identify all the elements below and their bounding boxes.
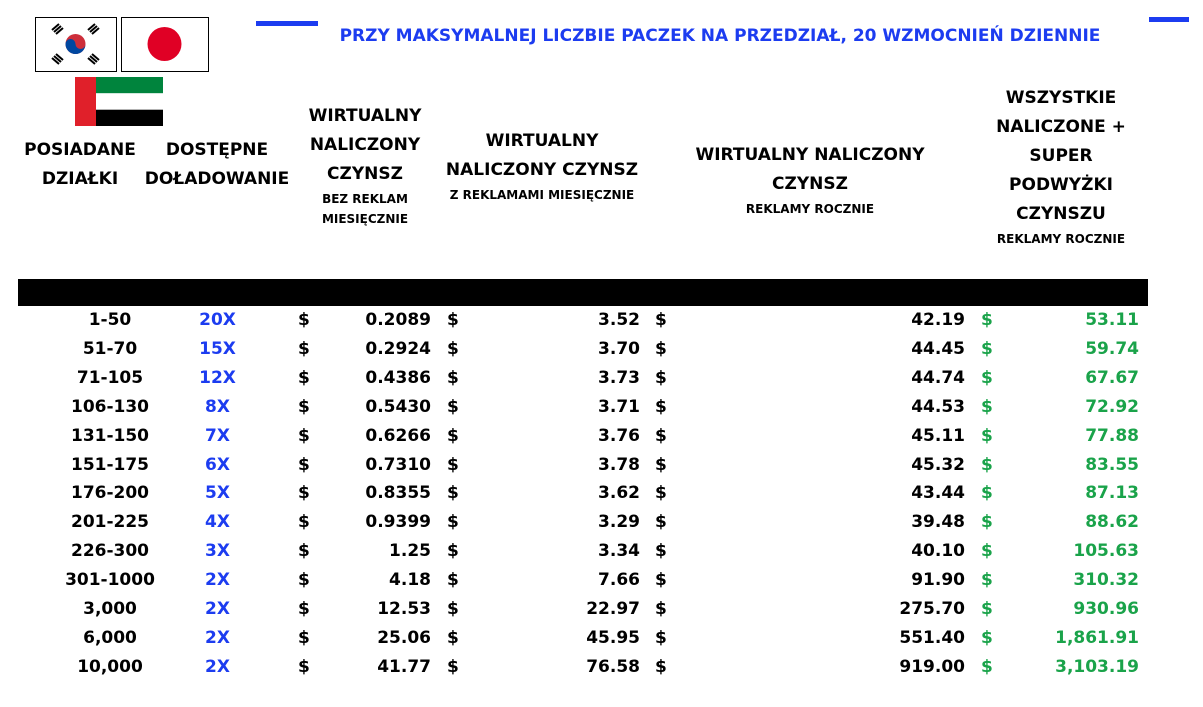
row-value-yearly-ads: 44.74 xyxy=(911,367,965,388)
row-currency-4: $ xyxy=(981,627,993,648)
row-currency-3: $ xyxy=(655,425,667,446)
table-row xyxy=(0,451,1203,480)
row-currency-2: $ xyxy=(447,396,459,417)
row-value-yearly-ads: 42.19 xyxy=(911,310,965,330)
row-value-monthly-ads: 3.71 xyxy=(598,396,640,417)
row-currency-3: $ xyxy=(655,627,667,648)
row-currency-3: $ xyxy=(655,599,667,619)
row-currency-3: $ xyxy=(655,483,667,504)
row-value-yearly-ads: 45.32 xyxy=(911,454,965,475)
row-boost: 7X xyxy=(205,425,230,446)
row-currency-3: $ xyxy=(655,512,667,533)
row-value-total-yearly: 53.11 xyxy=(1085,310,1139,330)
row-currency-4: $ xyxy=(981,338,993,359)
row-currency-3: $ xyxy=(655,338,667,359)
row-currency-2: $ xyxy=(447,454,459,475)
row-plots: 71-105 xyxy=(76,367,144,388)
row-currency-3: $ xyxy=(655,541,667,562)
uae-flag-icon xyxy=(75,77,163,126)
header-col6-sub: REKLAMY ROCZNIE xyxy=(996,232,1126,246)
row-boost: 4X xyxy=(205,512,230,533)
row-boost: 15X xyxy=(199,338,236,359)
row-plots: 10,000 xyxy=(77,656,143,677)
row-currency-1: $ xyxy=(298,656,310,677)
row-currency-2: $ xyxy=(447,483,459,504)
row-plots: 131-150 xyxy=(70,425,150,446)
row-currency-1: $ xyxy=(298,425,310,446)
row-plots: 151-175 xyxy=(70,454,150,475)
row-value-monthly-no-ads: 0.8355 xyxy=(365,483,431,504)
row-plots: 1-50 xyxy=(88,310,132,330)
table-row xyxy=(0,566,1203,595)
row-plots: 176-200 xyxy=(70,483,150,504)
row-currency-1: $ xyxy=(298,512,310,533)
row-value-monthly-no-ads: 0.2924 xyxy=(365,338,431,359)
table-row xyxy=(0,306,1203,335)
row-value-yearly-ads: 40.10 xyxy=(911,541,965,562)
row-currency-2: $ xyxy=(447,338,459,359)
table-row xyxy=(0,422,1203,451)
row-boost: 5X xyxy=(205,483,230,504)
row-plots: 106-130 xyxy=(70,396,150,417)
row-currency-1: $ xyxy=(298,570,310,591)
row-value-monthly-ads: 45.95 xyxy=(586,627,640,648)
row-currency-2: $ xyxy=(447,425,459,446)
row-value-yearly-ads: 91.90 xyxy=(911,570,965,591)
row-plots: 6,000 xyxy=(83,627,137,648)
row-plots: 301-1000 xyxy=(65,570,155,591)
row-value-yearly-ads: 919.00 xyxy=(899,656,965,677)
row-plots: 3,000 xyxy=(83,599,137,619)
header-col5 xyxy=(660,141,960,219)
row-value-yearly-ads: 45.11 xyxy=(911,425,965,446)
header-boost xyxy=(142,136,292,194)
row-currency-2: $ xyxy=(447,512,459,533)
row-boost: 20X xyxy=(199,310,236,330)
header-boost-label: DOSTĘPNE DOŁADOWANIE xyxy=(144,140,290,189)
row-value-monthly-no-ads: 4.18 xyxy=(389,570,431,591)
row-currency-4: $ xyxy=(981,512,993,533)
table-row xyxy=(0,595,1203,624)
row-currency-4: $ xyxy=(981,454,993,475)
row-value-monthly-no-ads: 1.25 xyxy=(389,541,431,562)
row-value-yearly-ads: 43.44 xyxy=(911,483,965,504)
south-korea-flag-icon xyxy=(36,18,115,70)
row-value-yearly-ads: 44.45 xyxy=(911,338,965,359)
row-value-monthly-ads: 22.97 xyxy=(586,599,640,619)
row-value-total-yearly: 3,103.19 xyxy=(1055,656,1139,677)
row-value-total-yearly: 59.74 xyxy=(1085,338,1139,359)
japan-flag-icon xyxy=(122,18,207,70)
south-korea-flag xyxy=(35,17,117,72)
row-currency-1: $ xyxy=(298,367,310,388)
decorative-line-right xyxy=(1149,17,1189,22)
row-currency-2: $ xyxy=(447,367,459,388)
row-currency-2: $ xyxy=(447,570,459,591)
row-value-total-yearly: 87.13 xyxy=(1085,483,1139,504)
decorative-line-left xyxy=(256,21,318,26)
row-plots: 51-70 xyxy=(82,338,138,359)
row-value-monthly-ads: 3.73 xyxy=(598,367,640,388)
row-currency-2: $ xyxy=(447,599,459,619)
header-plots-label: POSIADANE DZIAŁKI xyxy=(24,140,136,189)
row-currency-3: $ xyxy=(655,396,667,417)
row-value-monthly-ads: 3.52 xyxy=(598,310,640,330)
row-currency-3: $ xyxy=(655,656,667,677)
row-currency-1: $ xyxy=(298,338,310,359)
row-currency-1: $ xyxy=(298,627,310,648)
header-separator-bar xyxy=(18,279,1148,306)
row-currency-2: $ xyxy=(447,656,459,677)
header-col3-sub: BEZ REKLAM MIESIĘCZNIE xyxy=(321,192,409,226)
header-plots xyxy=(20,136,140,194)
row-value-yearly-ads: 551.40 xyxy=(899,627,965,648)
row-value-monthly-ads: 76.58 xyxy=(586,656,640,677)
row-boost: 3X xyxy=(205,541,230,562)
row-currency-4: $ xyxy=(981,656,993,677)
row-value-monthly-no-ads: 0.7310 xyxy=(365,454,431,475)
row-boost: 12X xyxy=(199,367,236,388)
row-currency-4: $ xyxy=(981,396,993,417)
row-value-monthly-no-ads: 12.53 xyxy=(377,599,431,619)
row-currency-1: $ xyxy=(298,483,310,504)
header-col4-label: WIRTUALNY NALICZONY CZYNSZ xyxy=(445,131,639,180)
row-value-total-yearly: 83.55 xyxy=(1085,454,1139,475)
row-currency-1: $ xyxy=(298,541,310,562)
row-value-monthly-no-ads: 41.77 xyxy=(377,656,431,677)
row-currency-4: $ xyxy=(981,310,993,330)
table-row xyxy=(0,364,1203,393)
header-col3-label: WIRTUALNY NALICZONY CZYNSZ xyxy=(308,106,422,184)
uae-flag xyxy=(75,77,163,126)
row-currency-1: $ xyxy=(298,310,310,330)
row-currency-1: $ xyxy=(298,599,310,619)
row-plots: 201-225 xyxy=(70,512,150,533)
row-boost: 8X xyxy=(205,396,230,417)
japan-flag xyxy=(121,17,209,72)
header-col6-label: WSZYSTKIE NALICZONE + SUPER PODWYŻKI CZYNSZU xyxy=(996,88,1126,224)
row-value-monthly-no-ads: 0.6266 xyxy=(365,425,431,446)
row-value-monthly-ads: 3.34 xyxy=(598,541,640,562)
row-value-monthly-ads: 3.76 xyxy=(598,425,640,446)
row-currency-3: $ xyxy=(655,367,667,388)
row-currency-4: $ xyxy=(981,570,993,591)
header-col4 xyxy=(442,127,642,205)
table-row xyxy=(0,479,1203,508)
row-currency-4: $ xyxy=(981,599,993,619)
row-currency-2: $ xyxy=(447,541,459,562)
page-title: PRZY MAKSYMALNEJ LICZBIE PACZEK NA PRZEDZIAŁ, 20 WZMOCNIEŃ DZIENNIE xyxy=(339,26,1101,46)
row-plots: 226-300 xyxy=(70,541,150,562)
row-value-total-yearly: 77.88 xyxy=(1085,425,1139,446)
row-value-monthly-ads: 3.70 xyxy=(598,338,640,359)
row-currency-3: $ xyxy=(655,310,667,330)
row-currency-4: $ xyxy=(981,483,993,504)
table-row xyxy=(0,393,1203,422)
row-currency-1: $ xyxy=(298,454,310,475)
row-currency-4: $ xyxy=(981,425,993,446)
row-value-total-yearly: 88.62 xyxy=(1085,512,1139,533)
row-value-monthly-ads: 7.66 xyxy=(598,570,640,591)
row-currency-1: $ xyxy=(298,396,310,417)
header-col5-sub: REKLAMY ROCZNIE xyxy=(745,202,875,216)
row-value-monthly-ads: 3.62 xyxy=(598,483,640,504)
table-row xyxy=(0,653,1203,682)
row-value-monthly-no-ads: 0.9399 xyxy=(365,512,431,533)
row-value-monthly-ads: 3.78 xyxy=(598,454,640,475)
row-value-monthly-no-ads: 0.2089 xyxy=(365,310,431,330)
row-value-yearly-ads: 275.70 xyxy=(899,599,965,619)
row-boost: 2X xyxy=(205,656,230,677)
row-currency-2: $ xyxy=(447,310,459,330)
table-row xyxy=(0,624,1203,653)
row-value-yearly-ads: 39.48 xyxy=(911,512,965,533)
table-row xyxy=(0,508,1203,537)
row-value-total-yearly: 72.92 xyxy=(1085,396,1139,417)
table-row xyxy=(0,335,1203,364)
header-col6 xyxy=(986,84,1136,249)
row-boost: 2X xyxy=(205,599,230,619)
row-boost: 2X xyxy=(205,627,230,648)
row-value-total-yearly: 1,861.91 xyxy=(1055,627,1139,648)
row-boost: 6X xyxy=(205,454,230,475)
row-value-total-yearly: 310.32 xyxy=(1073,570,1139,591)
row-value-monthly-no-ads: 0.4386 xyxy=(365,367,431,388)
row-value-total-yearly: 67.67 xyxy=(1085,367,1139,388)
row-value-total-yearly: 930.96 xyxy=(1073,599,1139,619)
row-boost: 2X xyxy=(205,570,230,591)
row-value-monthly-ads: 3.29 xyxy=(598,512,640,533)
row-currency-2: $ xyxy=(447,627,459,648)
row-value-total-yearly: 105.63 xyxy=(1073,541,1139,562)
row-currency-3: $ xyxy=(655,454,667,475)
row-currency-4: $ xyxy=(981,541,993,562)
header-col3 xyxy=(300,102,430,229)
row-value-yearly-ads: 44.53 xyxy=(911,396,965,417)
row-value-monthly-no-ads: 25.06 xyxy=(377,627,431,648)
header-col5-label: WIRTUALNY NALICZONY CZYNSZ xyxy=(695,145,925,194)
row-currency-3: $ xyxy=(655,570,667,591)
header-col4-sub: Z REKLAMAMI MIESIĘCZNIE xyxy=(449,188,635,202)
row-value-monthly-no-ads: 0.5430 xyxy=(365,396,431,417)
row-currency-4: $ xyxy=(981,367,993,388)
table-row xyxy=(0,537,1203,566)
